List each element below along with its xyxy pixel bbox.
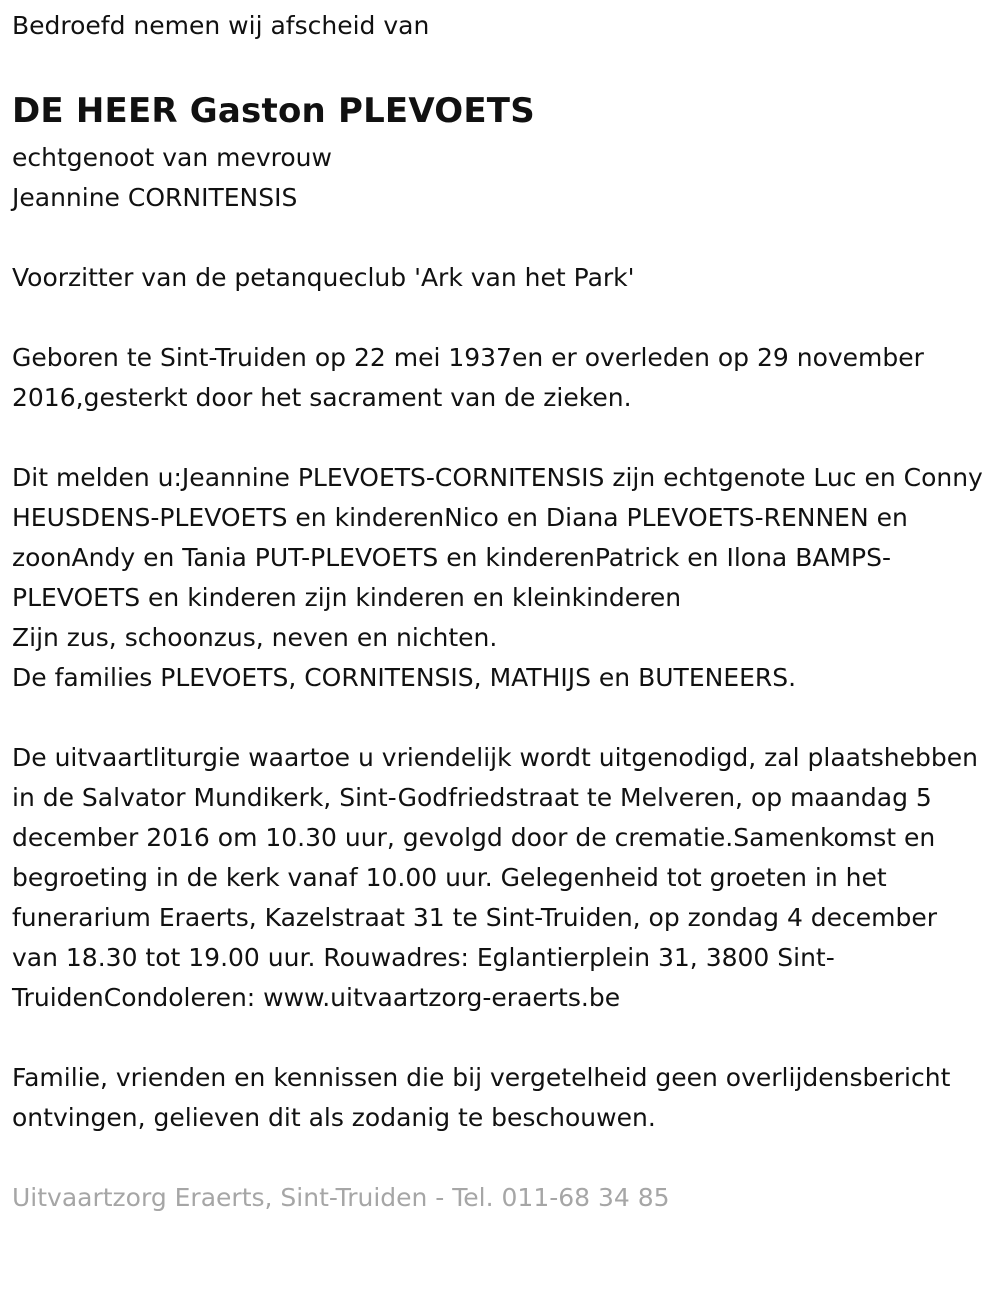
announcers-siblings: Zijn zus, schoonzus, neven en nichten.	[12, 623, 498, 652]
closing-paragraph: Familie, vrienden en kennissen die bij vergetelheid geen overlijdensbericht ontvingen, gelieven dit als zodanig te beschouwen.	[12, 1063, 951, 1132]
role-paragraph: Voorzitter van de petanqueclub 'Ark van het Park'	[12, 263, 635, 292]
deceased-name: DE HEER Gaston PLEVOETS	[12, 91, 535, 131]
announcers-family-list: Dit melden u:Jeannine PLEVOETS-CORNITENSIS zijn echtgenote Luc en Conny HEUSDENS-PLEVOETS en kinderenNico en Diana PLEVOETS-RENNEN en zoonAndy en Tania PUT-PLEVOETS en kinderenPatrick en Ilona BAMPS-PLEVOETS en kinderen zijn kinderen en kleinkinderen	[12, 463, 983, 612]
intro-line: Bedroefd nemen wij afscheid van	[12, 11, 430, 40]
announcers-families: De families PLEVOETS, CORNITENSIS, MATHIJS en BUTENEERS.	[12, 663, 797, 692]
funeral-details-paragraph: De uitvaartliturgie waartoe u vriendelijk wordt uitgenodigd, zal plaatshebben in de Salvator Mundikerk, Sint-Godfriedstraat te Melveren, op maandag 5 december 2016 om 10.30 uur, gevolgd door de crematie.Samenkomst en begroeting in de kerk vanaf 10.00 uur. Gelegenheid tot groeten in het funerarium Eraerts, Kazelstraat 31 te Sint-Truiden, op zondag 4 december van 18.30 tot 19.00 uur. Rouwadres: Eglantierplein 31, 3800 Sint-TruidenCondoleren: www.uitvaartzorg-eraerts.be	[12, 743, 978, 1012]
announcers-section	[12, 458, 988, 698]
birth-death-paragraph: Geboren te Sint-Truiden op 22 mei 1937en er overleden op 29 november 2016,gesterkt door het sacrament van de zieken.	[12, 343, 924, 412]
spouse-line-2: Jeannine CORNITENSIS	[12, 183, 298, 212]
funeral-home-footer: Uitvaartzorg Eraerts, Sint-Truiden - Tel. 011-68 34 85	[12, 1183, 670, 1212]
spouse-line-1: echtgenoot van mevrouw	[12, 143, 332, 172]
